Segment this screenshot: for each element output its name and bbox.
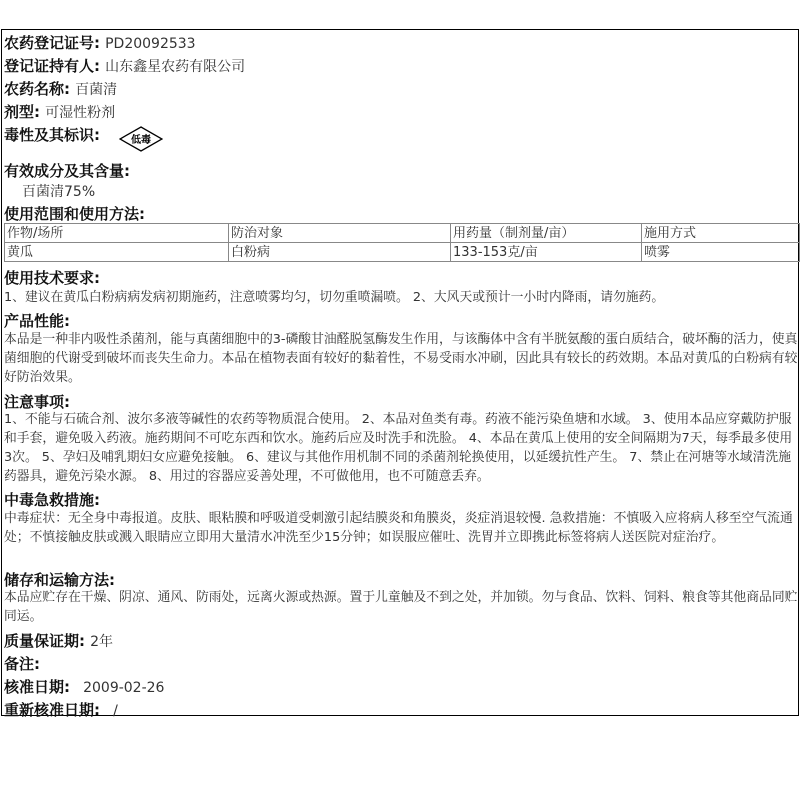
holder-label: 登记证持有人:: [4, 57, 100, 75]
approval-row: [4, 676, 164, 697]
holder-row: [4, 55, 245, 76]
table-header-cell: 防治对象: [229, 224, 451, 243]
usage-table-header: [5, 224, 800, 243]
remarks-row: [4, 653, 40, 674]
storage-label: 储存和运输方法:: [4, 571, 115, 589]
form-row: [4, 101, 115, 122]
reg-no-label: 农药登记证号:: [4, 34, 100, 52]
storage-text: 本品应贮存在干燥、阴凉、通风、防雨处，远离火源或热源。置于儿童触及不到之处，并加锁。勿与食品、饮料、饲料、粮食等其他商品同贮同运。: [4, 590, 798, 624]
reg-no-row: [4, 32, 196, 53]
name-row: [4, 78, 117, 99]
toxicity-label: 毒性及其标识:: [4, 126, 100, 144]
table-header-cell: 作物/场所: [5, 224, 229, 243]
registration-document: [1, 29, 799, 719]
notes-row: [4, 391, 70, 412]
tech-row: [4, 267, 100, 288]
approval-label: 核准日期:: [4, 678, 70, 696]
holder-value: 山东鑫星农药有限公司: [105, 59, 246, 75]
firstaid-label: 中毒急救措施:: [4, 491, 100, 509]
table-row: [5, 243, 800, 262]
name-label: 农药名称:: [4, 80, 70, 98]
reapproval-value: /: [113, 703, 118, 719]
performance-row: [4, 310, 70, 331]
firstaid-row: [4, 489, 100, 510]
name-value: 百菌清: [75, 82, 118, 98]
toxicity-badge-text: 低毒: [131, 135, 151, 146]
remarks-label: 备注:: [4, 655, 40, 673]
table-cell: 喷雾: [642, 243, 800, 262]
approval-value: 2009-02-26: [83, 680, 165, 696]
usage-label: 使用范围和使用方法:: [4, 205, 145, 223]
performance-text: 本品是一种非内吸性杀菌剂，能与真菌细胞中的3-磷酸甘油醛脱氢酶发生作用，与该酶体中含有半胱氨酸的蛋白质结合，破坏酶的活力，使真菌细胞的代谢受到破坏而丧失生命力。本品在植物表面有较好的黏着性，不易受雨水冲刷，因此具有较长的药效期。本品对黄瓜的白粉病有较好防治效果。: [4, 332, 798, 385]
warranty-value: 2年: [90, 634, 114, 650]
reg-no-value: PD20092533: [105, 36, 196, 52]
low-toxicity-diamond-icon: [119, 126, 163, 152]
toxicity-row: [4, 124, 100, 145]
usage-table: [4, 223, 800, 262]
table-header-cell: 用药量（制剂量/亩）: [451, 224, 642, 243]
table-cell: 133-153克/亩: [451, 243, 642, 262]
reapproval-label: 重新核准日期:: [4, 701, 100, 719]
ingredient-row: [4, 160, 130, 181]
form-value: 可湿性粉剂: [45, 105, 116, 121]
ingredient-label: 有效成分及其含量:: [4, 162, 130, 180]
tech-text: 1、建议在黄瓜白粉病病发病初期施药，注意喷雾均匀，切勿重喷漏喷。 2、大风天或预计一小时内降雨，请勿施药。: [4, 290, 665, 305]
form-label: 剂型:: [4, 103, 40, 121]
table-cell: 黄瓜: [5, 243, 229, 262]
notes-text: 1、不能与石硫合剂、波尔多液等碱性的农药等物质混合使用。 2、本品对鱼类有毒。药液不能污染鱼塘和水域。 3、使用本品应穿戴防护服和手套，避免吸入药液。施药期间不可吃东西和饮水。施药后应及时洗手和洗脸。 4、本品在黄瓜上使用的安全间隔期为7天，每季最多使用3次。 5、孕妇及哺乳期妇女应避免接触。 6、建议与其他作用机制不同的杀菌剂轮换使用，以延缓抗性产生。 7、禁止在河塘等水域清洗施药器具，避免污染水源。 8、用过的容器应妥善处理，不可做他用，也不可随意丢弃。: [4, 412, 793, 484]
table-header-cell: 施用方式: [642, 224, 800, 243]
notes-label: 注意事项:: [4, 393, 70, 411]
usage-row: [4, 203, 145, 224]
storage-row: [4, 569, 115, 590]
warranty-row: [4, 630, 113, 651]
tech-label: 使用技术要求:: [4, 269, 100, 287]
table-cell: 白粉病: [229, 243, 451, 262]
reapproval-row: [4, 699, 118, 720]
warranty-label: 质量保证期:: [4, 632, 85, 650]
firstaid-text: 中毒症状：无全身中毒报道。皮肤、眼粘膜和呼吸道受刺激引起结膜炎和角膜炎，炎症消退较慢. 急救措施：不慎吸入应将病人移至空气流通处；不慎接触皮肤或溅入眼睛应立即用大量清水冲洗至少15分钟；如误服应催吐、洗胃并立即携此标签将病人送医院对症治疗。: [4, 511, 793, 545]
ingredient-value: 百菌清75%: [22, 184, 96, 200]
performance-label: 产品性能:: [4, 312, 70, 330]
